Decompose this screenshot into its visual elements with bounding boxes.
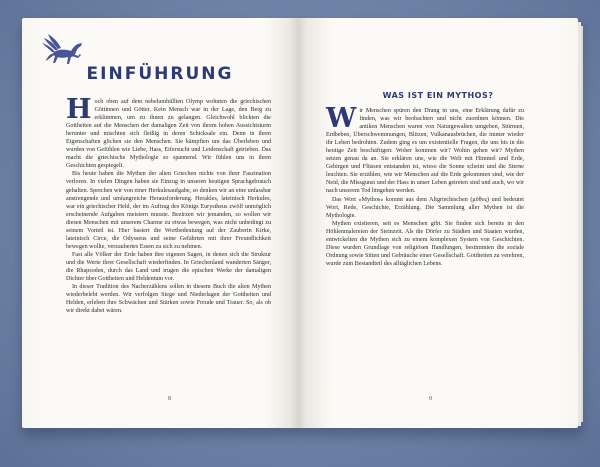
chapter-title: EINFÜHRUNG [86, 64, 234, 84]
paragraph: Das Wort »Mythos« kommt aus dem Altgriechischen (μῦθος) und bedeutet Wort, Rede, Geschichte, Erzählung. Die Sammlung aller Mythen ist die Mythologie. [326, 196, 524, 219]
dropcap: H [66, 94, 92, 125]
page-number: 9 [429, 396, 432, 402]
paragraph: Mythen existieren, seit es Menschen gibt. Sie finden sich bereits in den Höhlenmalereien der Steinzeit. Als die Dörfer zu Städten und Staaten wurden, entwickelten die Mythen sich zu einem komplexen System von Geschichten. Diese wurden Grundlage von religiösen Handlungen, bestimmten die soziale Ordnung sowie Sitten und Gebräuche einer Gesellschaft. Gottheiten zu verehren, wurde zum Bestandteil des alltäglichen Lebens. [326, 220, 524, 267]
page-number: 8 [168, 396, 171, 402]
paragraph [66, 94, 271, 170]
right-page-body [326, 103, 524, 268]
paragraph: Fast alle Völker der Erde haben ihre eigenen Sagen, in denen sich die Struktur und die Werte ihrer Gesellschaft wiederfinden. In Griechenland wanderten Sänger, die Rhapsoden, durch das Land und trugen die epischen Werke der damaligen Dichter über Gottheiten und Heldentum vor. [66, 251, 271, 283]
paragraph: Bis heute haben die Mythen der alten Griechen nichts von ihrer Faszination verloren. In vielen Dingen haben sie Einzug in unseren heutigen Sprachgebrauch gehalten. Sprechen wir von einer Herkulesaufgabe, so denken wir an eine unfassbar anstrengende und umfangreiche Herausforderung. Herakles, lateinisch Herkules, war ein griechischer Held, der im Auftrag des Königs Eurystheus zwölf unmöglich erscheinende Aufgaben meistern musste. Bezirzen wir jemanden, so wollen wir diesen Menschen mit unserem Charme zu etwas bewegen, was nicht unbedingt zu seinem Vorteil ist. Hier basiert die Wortbedeutung auf der Zauberin Kirke, lateinisch Circe, die Odysseus und seine Gefährten mit ihrer Freundlichkeit bewegen wollte, verzaubertes Essen zu sich zu nehmen. [66, 171, 271, 250]
paragraph-text: och oben auf dem nebelumhüllten Olymp wohnten die griechischen Göttinnen und Götter. Kein Mensch war in der Lage, den Berg zu erklimmen, um zu ihnen zu gelangen. Gleichwohl blickten die Gottheiten auf die Menschen der damaligen Zeit von ihrem hohen Aussichtsturm herunter und mischten sich fleißig in deren Schicksale ein. Denn in ihren Eigenschaften glichen sie den Menschen. Sie kämpften um das Überleben und wurden von Gefühlen wie Liebe, Hass, Eifersucht und Leidenschaft getrieben. Das macht die griechische Mythologie so spannend. Wir fühlen uns in ihren Geschichten gespiegelt. [66, 99, 271, 170]
right-page [298, 18, 578, 428]
section-title: WAS IST EIN MYTHOS? [382, 91, 494, 100]
left-page [22, 18, 298, 428]
dropcap: W [326, 103, 357, 134]
paragraph: In dieser Tradition des Nacherzählens sollen in diesem Buch die alten Mythen wiederbelebt werden. Wir verfolgen Siege und Niederlagen der Gottheiten und Helden, erleben ihre Schwächen und Stärken sowie Freude und Trauer. So, als ob wir direkt dabei wären. [66, 284, 271, 315]
paragraph [326, 103, 524, 196]
left-page-body [66, 94, 271, 315]
page-edge [581, 26, 583, 422]
pegasus-icon [40, 32, 86, 68]
paragraph-text: ir Menschen spüren den Drang in uns, eine Erklärung dafür zu finden, was wir beobachten und nicht zuordnen können. Die antiken Menschen waren von Naturgewalten umgeben, Stürmen, Erdbeben, Überschwemmungen, Blitzen, Vulkanausbrüchen, die immer wieder ihr Leben bedrohten. Zudem ging es um existentielle Fragen, die uns bis in die heutige Zeit beschäftigen: Woher kommen wir? Wohin gehen wir? Mythen setzen genau da an. Sie erklären uns, wie die Welt mit Himmel und Erde, Gebirgen und Flüssen entstanden ist, wieso die Sonne scheint und die Sterne leuchten. Sie erzählen, wie wir Menschen auf die Erde gekommen sind, wie der Neid, die Missgunst und der Hass in unser Leben getreten sind und auch, wo wir nach unserem Tod hingehen werden. [326, 108, 524, 195]
